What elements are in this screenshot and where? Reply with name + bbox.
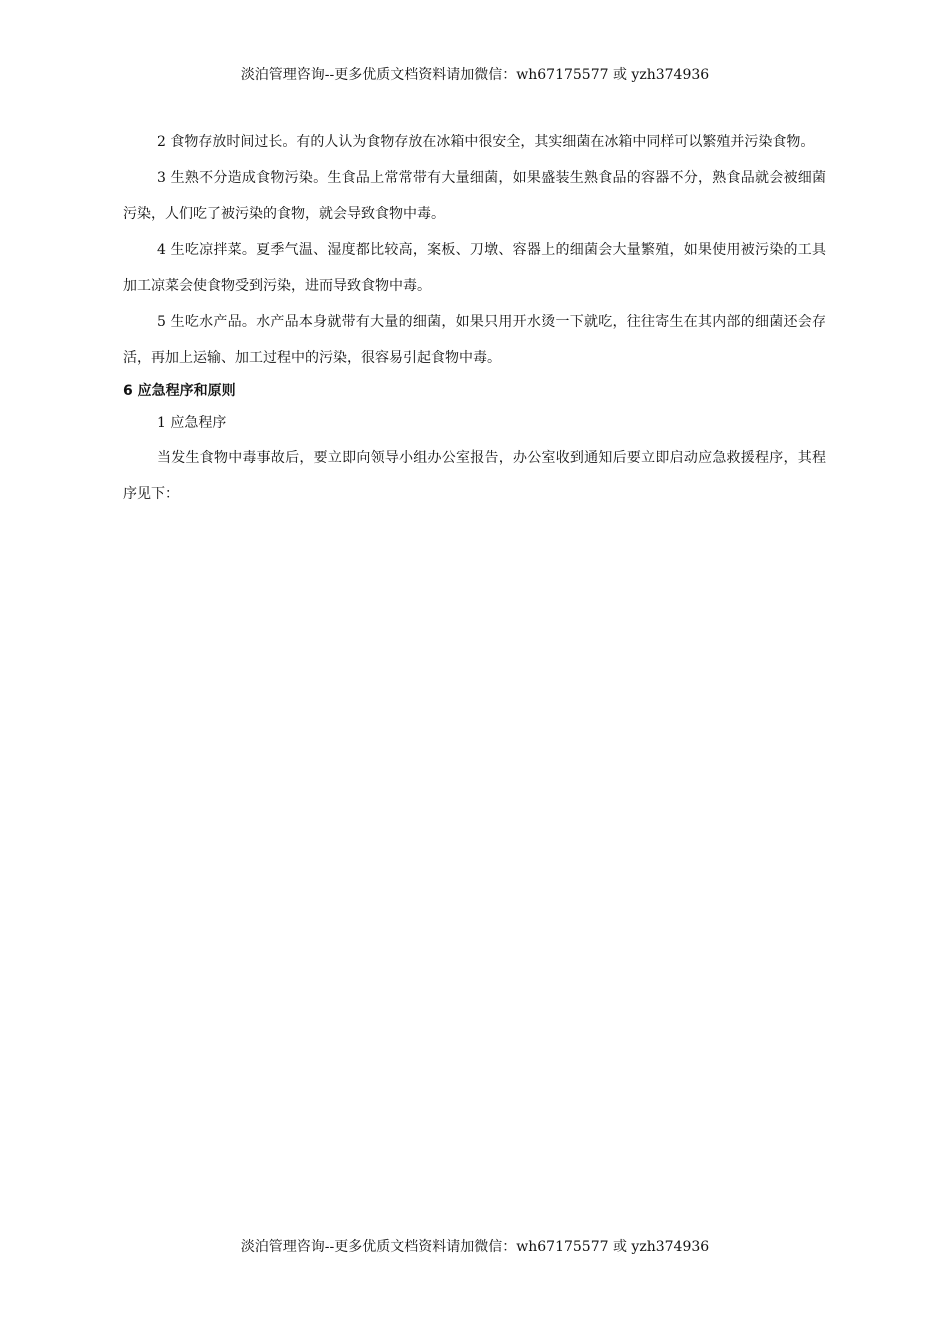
subheading: 1 应急程序 xyxy=(157,415,227,431)
procedure-paragraph: 当发生食物中毒事故后，要立即向领导小组办公室报告，办公室收到通知后要立即启动应急救援程序，其程序见下： xyxy=(123,450,826,502)
paragraph-item-3: 3 生熟不分造成食物污染。生食品上常常带有大量细菌，如果盛装生熟食品的容器不分，熟食品就会被细菌污染，人们吃了被污染的食物，就会导致食物中毒。 xyxy=(123,170,826,222)
paragraph-item-5: 5 生吃水产品。水产品本身就带有大量的细菌，如果只用开水烫一下就吃，往往寄生在其内部的细菌还会存活，再加上运输、加工过程中的污染，很容易引起食物中毒。 xyxy=(123,314,826,366)
page-header: 淡泊管理咨询--更多优质文档资料请加微信：wh67175577 或 yzh374936 xyxy=(240,67,710,83)
document-body xyxy=(123,124,826,512)
paragraph-item-4: 4 生吃凉拌菜。夏季气温、湿度都比较高，案板、刀墩、容器上的细菌会大量繁殖，如果使用被污染的工具加工凉菜会使食物受到污染，进而导致食物中毒。 xyxy=(123,242,826,294)
page-footer: 淡泊管理咨询--更多优质文档资料请加微信：wh67175577 或 yzh374936 xyxy=(240,1239,710,1255)
paragraph-item-2: 2 食物存放时间过长。有的人认为食物存放在冰箱中很安全，其实细菌在冰箱中同样可以繁殖并污染食物。 xyxy=(157,134,815,150)
section-heading: 6 应急程序和原则 xyxy=(123,383,236,399)
